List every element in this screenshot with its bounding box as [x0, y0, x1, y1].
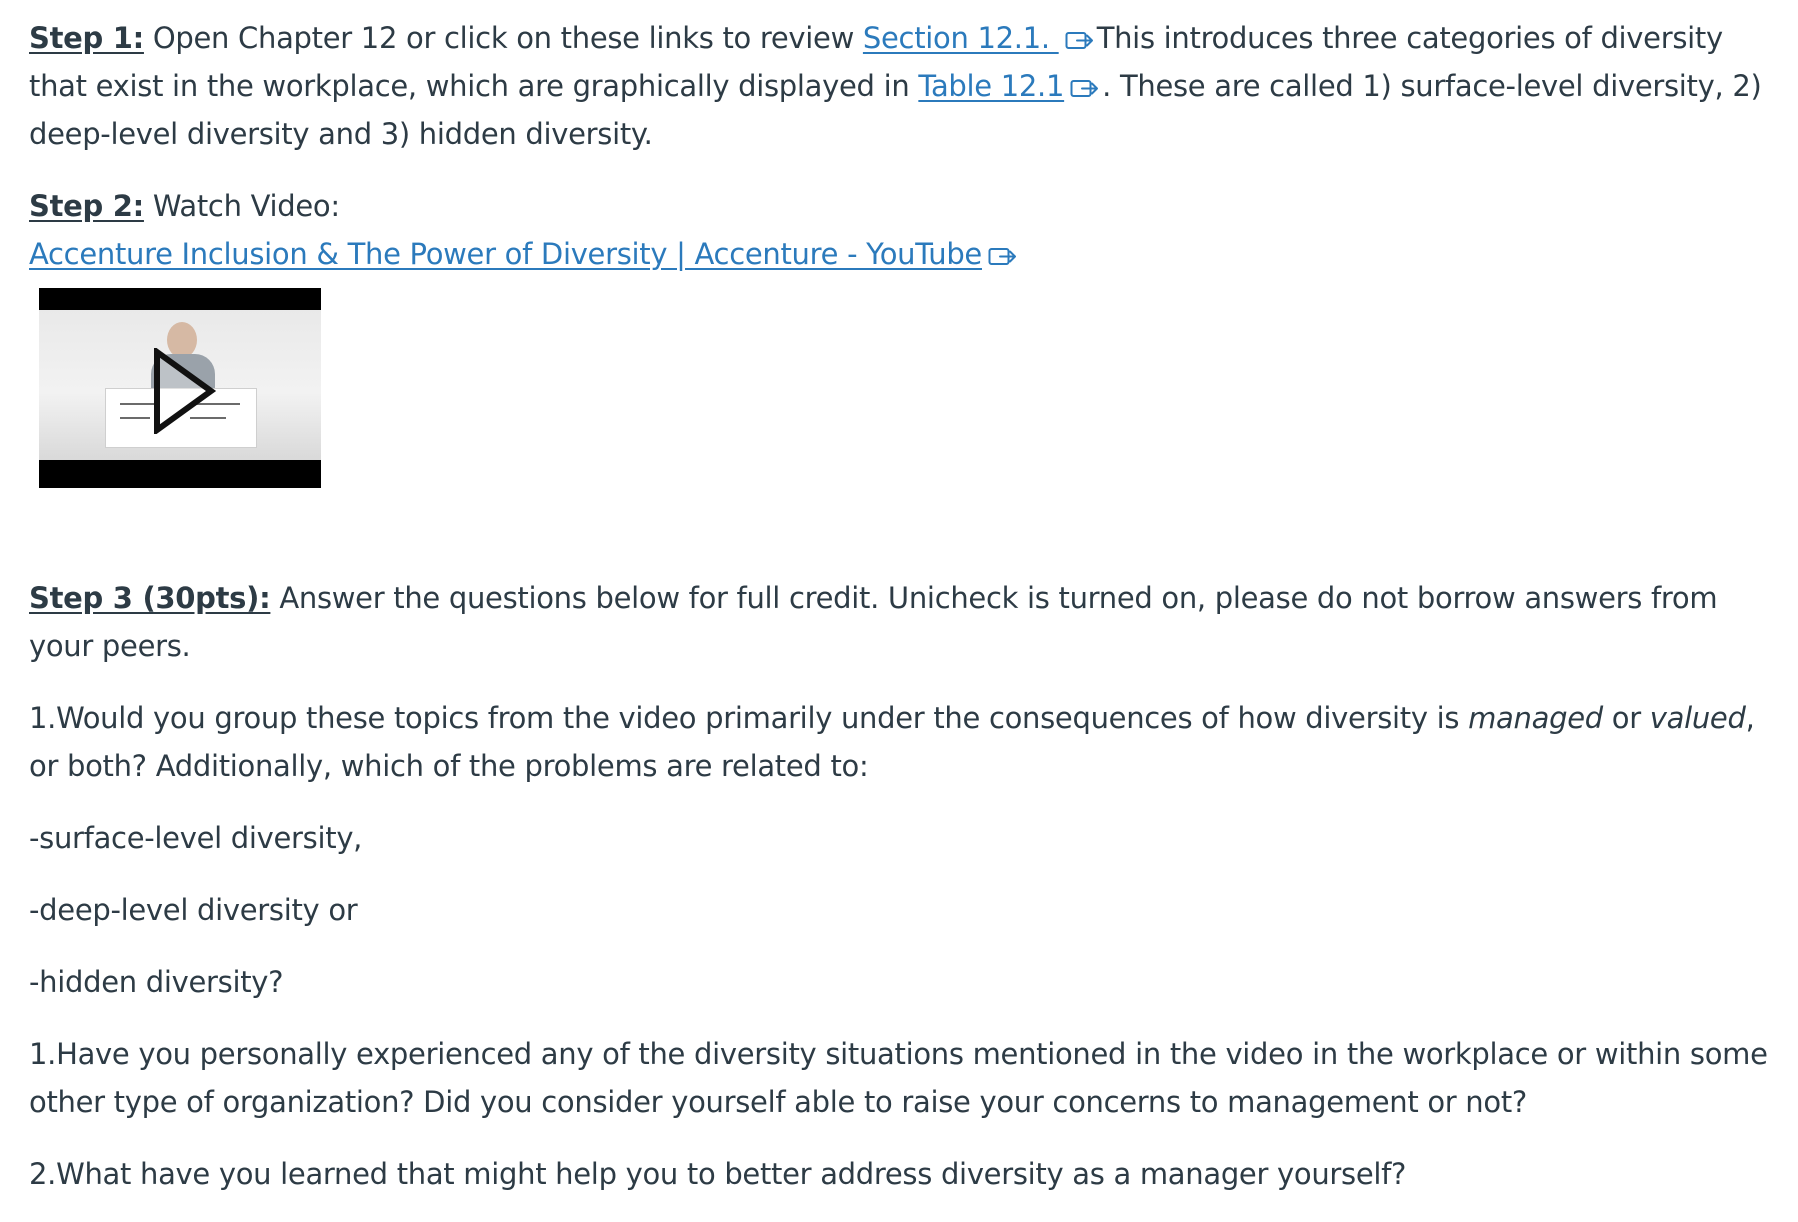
play-icon[interactable] — [151, 348, 217, 434]
step2-text: Watch Video: — [143, 189, 340, 223]
step3-text: Answer the questions below for full credit. Unicheck is turned on, please do not borrow answers from your peers. — [29, 581, 1718, 663]
question-1-suffix: , or both? Additionally, which of the problems are related to: — [29, 701, 1755, 783]
table-12-1-link[interactable]: Table 12.1 — [918, 69, 1065, 103]
question-1 — [29, 694, 1769, 790]
question-3: 2.What have you learned that might help you to better address diversity as a manager yourself? — [29, 1157, 1407, 1191]
step3-label: Step 3 (30pts): — [29, 581, 271, 615]
question-1-valued: valued — [1649, 701, 1746, 735]
video-thumbnail[interactable] — [39, 288, 321, 488]
question-2: 1.Have you personally experienced any of the diversity situations mentioned in the video in the workplace or within some other type of organization? Did you consider yourself able to raise your concerns to management or not? — [29, 1037, 1768, 1119]
spacer — [29, 488, 1769, 574]
question-1-prefix: 1.Would you group these topics from the video primarily under the consequences of how diversity is — [29, 701, 1469, 735]
step2-paragraph — [29, 182, 1769, 278]
accenture-video-link[interactable]: Accenture Inclusion & The Power of Diversity | Accenture - YouTube — [29, 237, 982, 271]
question-1-or: or — [1602, 701, 1650, 735]
external-link-icon — [1070, 77, 1100, 99]
question-1-managed: managed — [1468, 701, 1603, 735]
external-link-icon — [988, 245, 1018, 267]
step2-label: Step 2: — [29, 189, 144, 223]
step1-intro-text: Open Chapter 12 or click on these links to review — [143, 21, 863, 55]
step1-paragraph — [29, 14, 1769, 158]
bullet-hidden: -hidden diversity? — [29, 965, 284, 999]
step1-label: Step 1: — [29, 21, 144, 55]
bullet-surface-level: -surface-level diversity, — [29, 821, 363, 855]
bullet-deep-level: -deep-level diversity or — [29, 893, 358, 927]
section-12-1-link[interactable]: Section 12.1. — [862, 21, 1059, 55]
step1-middle-text: This introduces three categories of diversity that exist in the workplace, which are graphically displayed in — [29, 21, 1723, 103]
step3-paragraph — [29, 574, 1769, 670]
assignment-content — [29, 14, 1769, 1222]
step1-end-text: . These are called 1) surface-level diversity, 2) deep-level diversity and 3) hidden diversity. — [29, 69, 1762, 151]
external-link-icon — [1065, 29, 1095, 51]
